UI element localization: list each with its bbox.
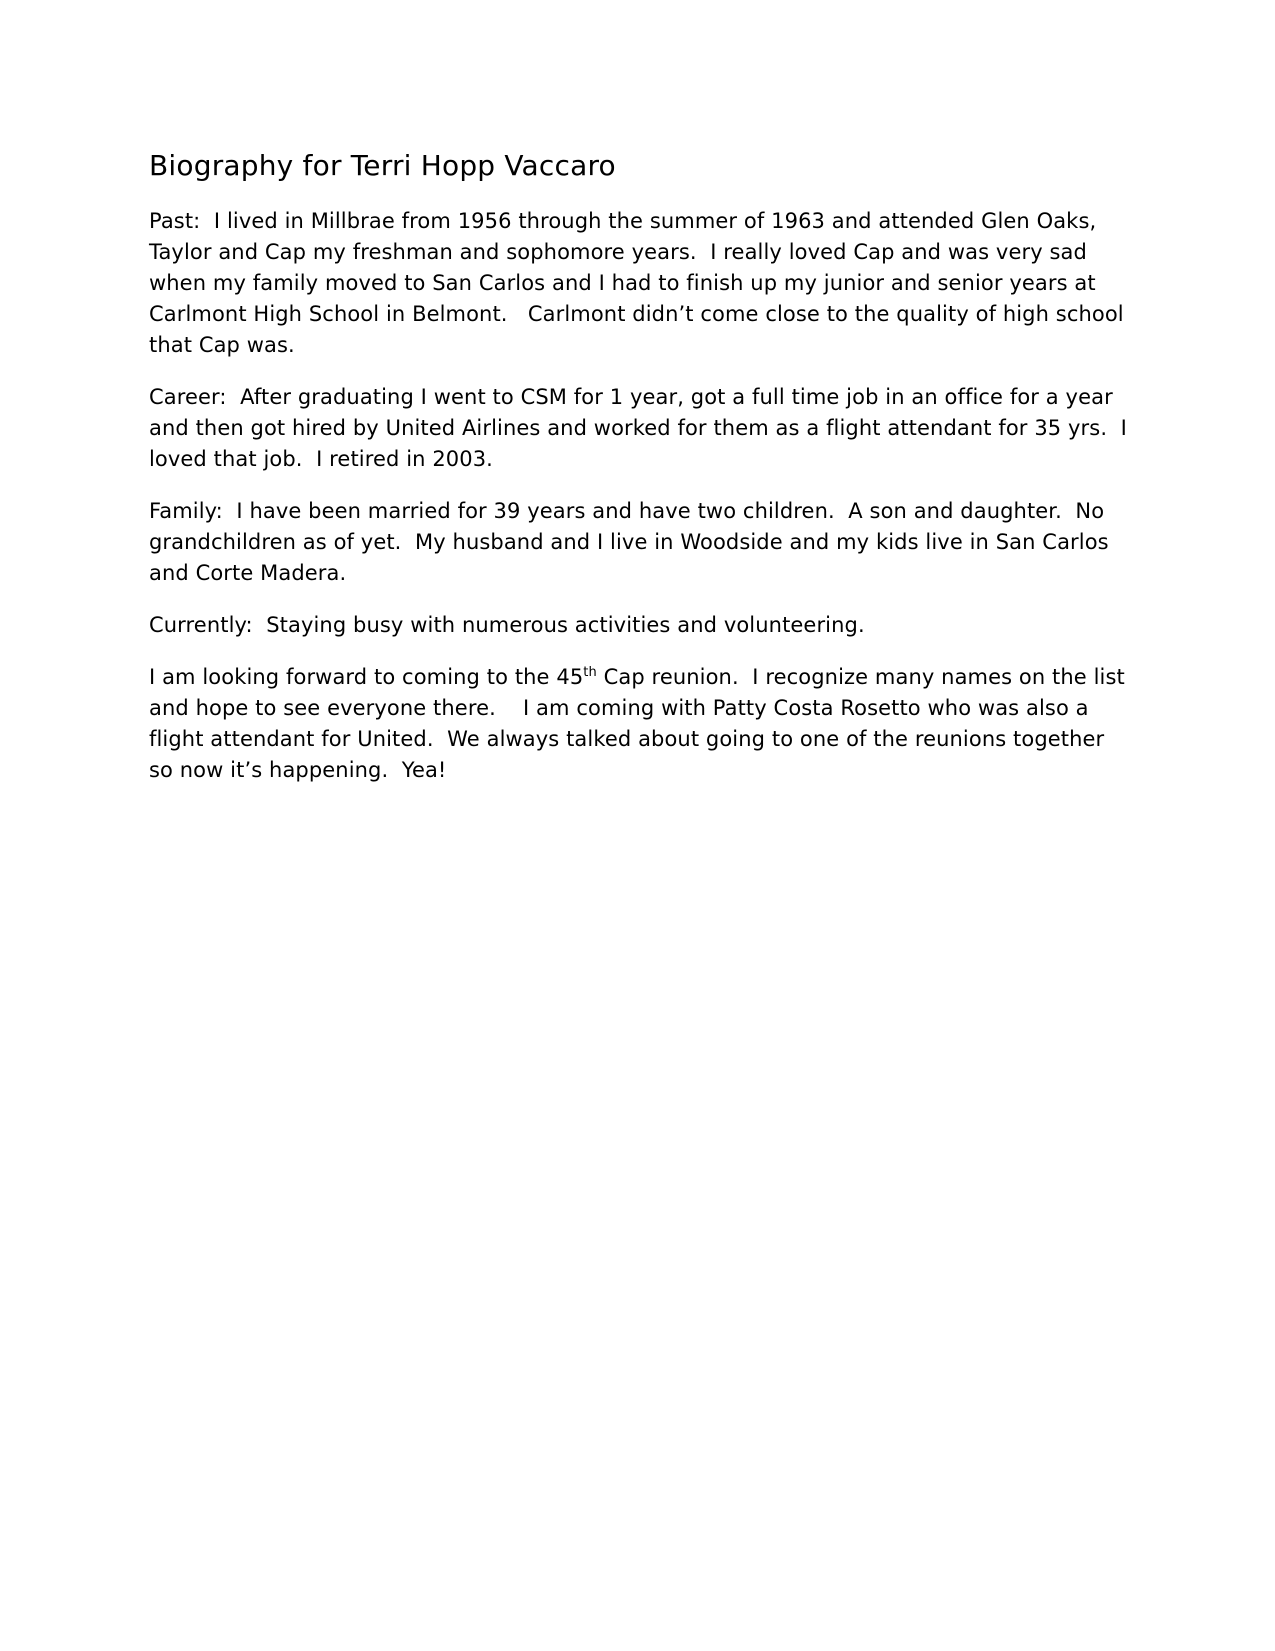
- paragraph-text: After graduating I went to CSM for 1 year, got a full time job in an office for a year and then got hired by United Airlines and worked for them as a flight attendant for 35 yrs. I loved that job. I retired in 2003.: [149, 385, 1134, 471]
- paragraph-career: [149, 382, 1134, 475]
- paragraph-family: [149, 496, 1129, 589]
- paragraph-past: [149, 206, 1129, 361]
- paragraph-text: I have been married for 39 years and have two children. A son and daughter. No grandchildren as of yet. My husband and I live in Woodside and my kids live in San Carlos and Corte Madera.: [149, 499, 1116, 585]
- paragraph-label: Past:: [149, 209, 201, 233]
- paragraph-label: Currently:: [149, 613, 253, 637]
- paragraph-label: Family:: [149, 499, 223, 523]
- document-body: [149, 148, 1134, 807]
- ordinal-superscript: th: [583, 665, 597, 680]
- paragraph-closing: [149, 662, 1132, 786]
- closing-text-start: I am looking forward to coming to the 45: [149, 665, 584, 689]
- closing-text-end: Cap reunion. I recognize many names on the list and hope to see everyone there. I am coming with Patty Costa Rosetto who was also a flight attendant for United. We always talked about going to one of the reunions together so now it’s happening. Yea!: [149, 665, 1132, 782]
- paragraph-text: Staying busy with numerous activities and volunteering.: [252, 613, 865, 637]
- document-title: Biography for Terri Hopp Vaccaro: [149, 149, 616, 182]
- paragraph-label: Career:: [149, 385, 227, 409]
- paragraph-currently: [149, 610, 1129, 641]
- paragraph-text: I lived in Millbrae from 1956 through the summer of 1963 and attended Glen Oaks, Taylor and Cap my freshman and sophomore years. I really loved Cap and was very sad when my family moved to San Carlos and I had to finish up my junior and senior years at Carlmont High School in Belmont. Carlmont didn’t come close to the quality of high school that Cap was.: [149, 209, 1131, 357]
